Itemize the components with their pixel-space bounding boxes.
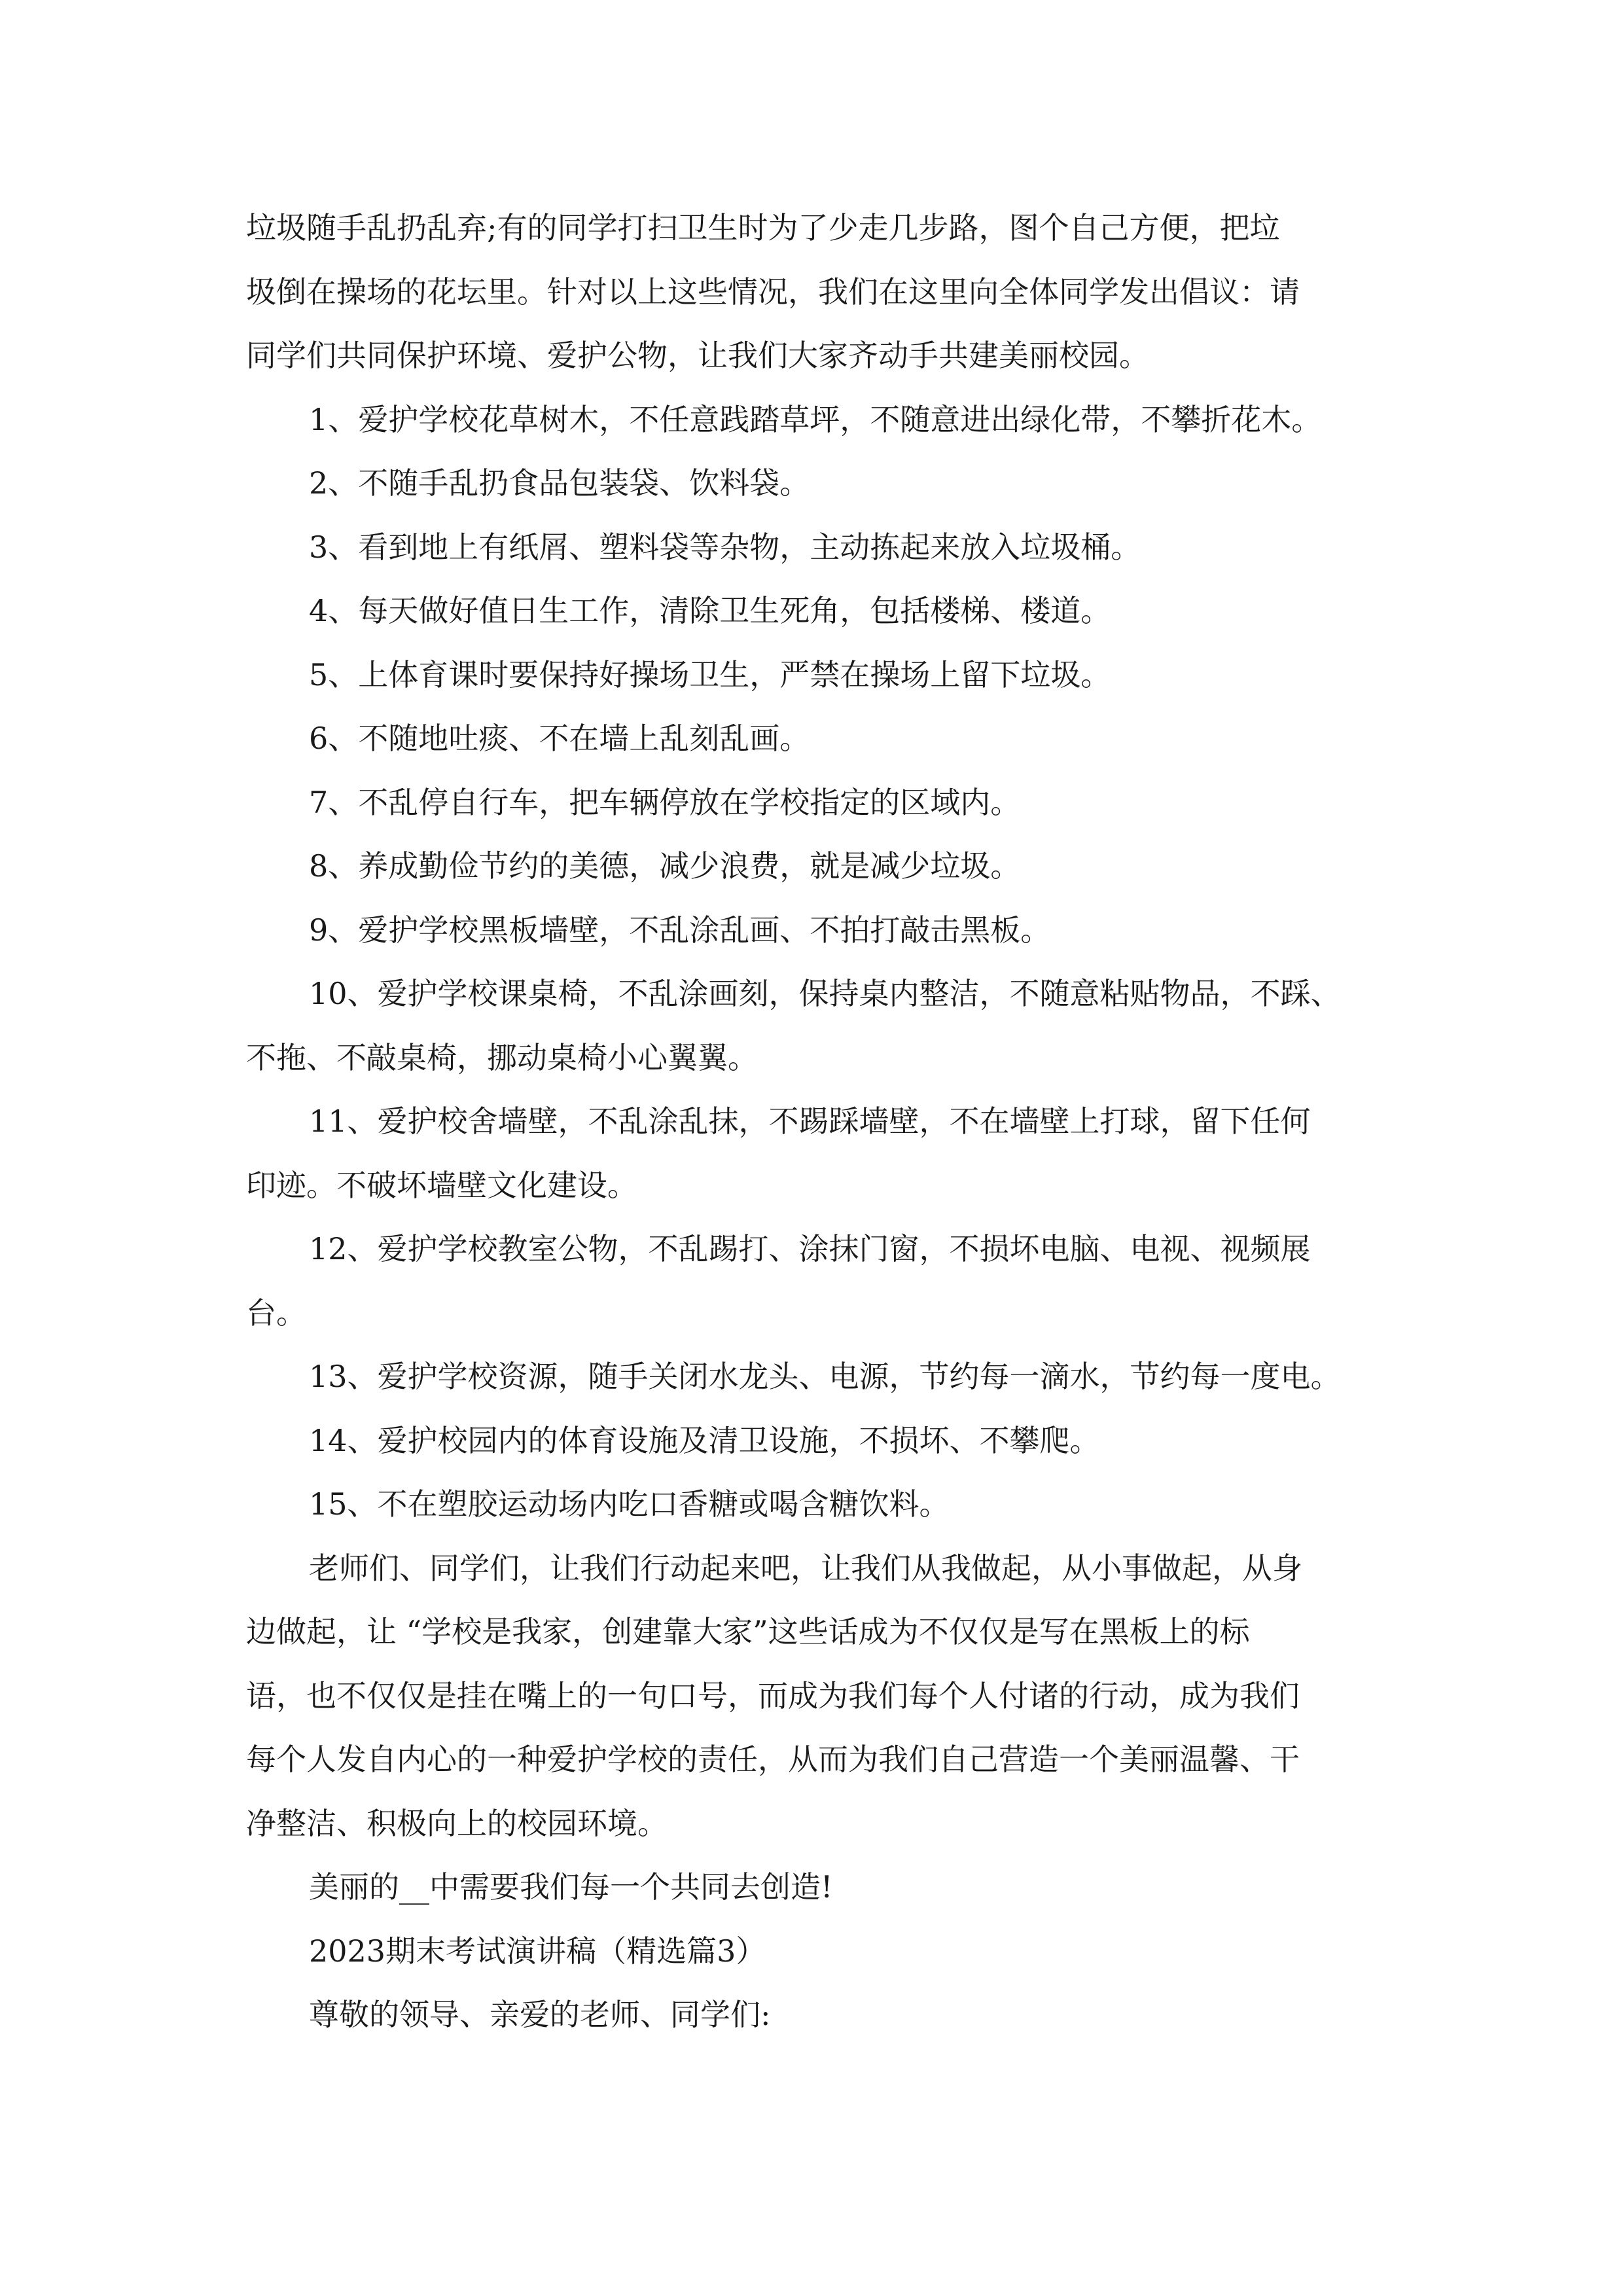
list-item-12: 12、爱护学校教室公物，不乱踢打、涂抹门窗，不损坏电脑、电视、视频展 bbox=[309, 1231, 1311, 1266]
list-item-9: 9、爱护学校黑板墙壁，不乱涂乱画、不拍打敲击黑板。 bbox=[309, 912, 1051, 948]
list-item-7: 7、不乱停自行车，把车辆停放在学校指定的区域内。 bbox=[309, 784, 1021, 820]
list-item-1: 1、爱护学校花草树木，不任意践踏草坪，不随意进出绿化带，不攀折花木。 bbox=[309, 401, 1322, 437]
list-item-5: 5、上体育课时要保持好操场卫生，严禁在操场上留下垃圾。 bbox=[309, 656, 1111, 692]
list-item-3: 3、看到地上有纸屑、塑料袋等杂物，主动拣起来放入垃圾桶。 bbox=[309, 529, 1141, 565]
list-item-12-continued: 台。 bbox=[246, 1295, 306, 1331]
section-heading: 2023期末考试演讲稿（精选篇3） bbox=[309, 1933, 766, 1969]
paragraph-line: 同学们共同保护环境、爱护公物，让我们大家齐动手共建美丽校园。 bbox=[246, 338, 1149, 373]
list-item-15: 15、不在塑胶运动场内吃口香糖或喝含糖饮料。 bbox=[309, 1486, 950, 1522]
paragraph-line: 语，也不仅仅是挂在嘴上的一句口号，而成为我们每个人付诸的行动，成为我们 bbox=[246, 1677, 1300, 1713]
paragraph-line: 圾倒在操场的花坛里。针对以上这些情况，我们在这里向全体同学发出倡议：请 bbox=[246, 274, 1300, 310]
list-item-11: 11、爱护校舍墙壁，不乱涂乱抹，不踢踩墙壁，不在墙壁上打球，留下任何 bbox=[309, 1103, 1311, 1139]
list-item-13: 13、爱护学校资源，随手关闭水龙头、电源，节约每一滴水，节约每一度电。 bbox=[309, 1359, 1341, 1394]
document-body bbox=[246, 196, 1398, 2047]
paragraph-line: 美丽的__中需要我们每一个共同去创造! bbox=[309, 1869, 833, 1905]
paragraph-line: 老师们、同学们，让我们行动起来吧，让我们从我做起，从小事做起，从身 bbox=[309, 1550, 1302, 1586]
list-item-4: 4、每天做好值日生工作，清除卫生死角，包括楼梯、楼道。 bbox=[309, 593, 1111, 628]
paragraph-line: 边做起，让 “学校是我家，创建靠大家”这些话成为不仅仅是写在黑板上的标 bbox=[246, 1614, 1250, 1649]
salutation: 尊敬的领导、亲爱的老师、同学们: bbox=[309, 1997, 771, 2032]
list-item-2: 2、不随手乱扔食品包装袋、饮料袋。 bbox=[309, 465, 810, 501]
list-item-11-continued: 印迹。不破坏墙壁文化建设。 bbox=[246, 1167, 637, 1203]
list-item-10: 10、爱护学校课桌椅，不乱涂画刻，保持桌内整洁，不随意粘贴物品，不踩、 bbox=[309, 976, 1341, 1011]
list-item-14: 14、爱护校园内的体育设施及清卫设施，不损坏、不攀爬。 bbox=[309, 1422, 1100, 1458]
list-item-10-continued: 不拖、不敲桌椅，挪动桌椅小心翼翼。 bbox=[246, 1039, 758, 1075]
list-item-6: 6、不随地吐痰、不在墙上乱刻乱画。 bbox=[309, 721, 810, 756]
list-item-8: 8、养成勤俭节约的美德，减少浪费，就是减少垃圾。 bbox=[309, 848, 1021, 884]
paragraph-line: 垃圾随手乱扔乱弃;有的同学打扫卫生时为了少走几步路，图个自己方便，把垃 bbox=[246, 210, 1280, 245]
paragraph-line: 每个人发自内心的一种爱护学校的责任，从而为我们自己营造一个美丽温馨、干 bbox=[246, 1742, 1300, 1777]
paragraph-line: 净整洁、积极向上的校园环境。 bbox=[246, 1805, 668, 1841]
